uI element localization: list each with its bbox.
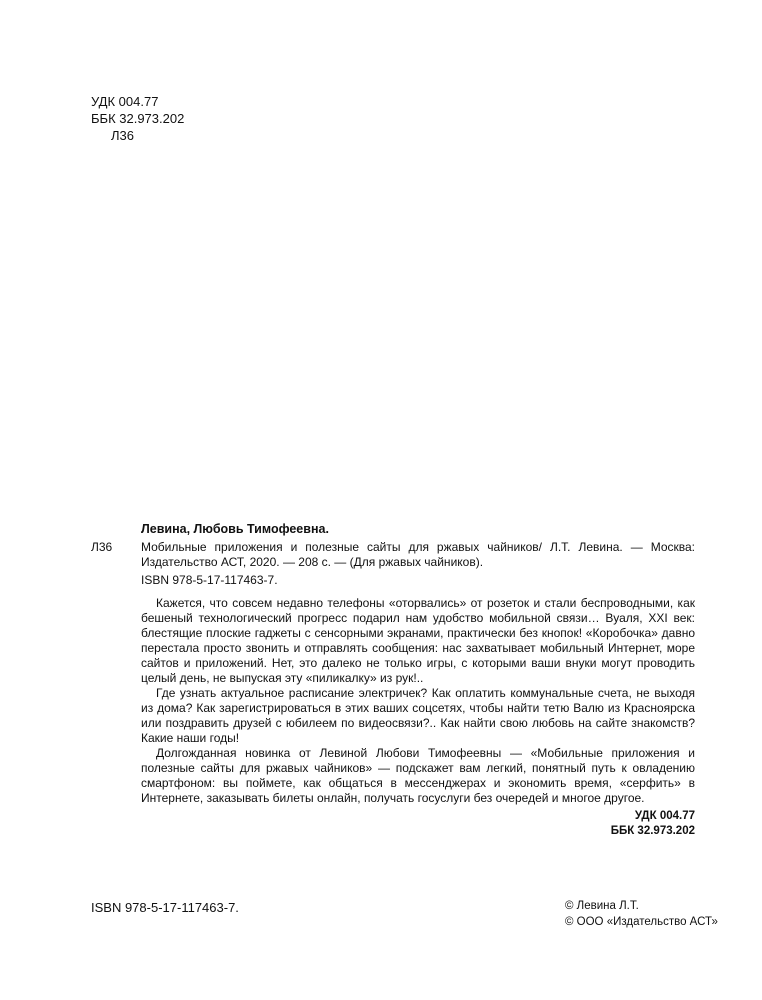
footer-isbn: ISBN 978-5-17-117463-7. (91, 900, 239, 915)
copyright-block (565, 898, 718, 930)
abstract-paragraph: Долгожданная новинка от Левиной Любови Тимофеевны — «Мобильные приложения и полезные сайты для ржавых чайников» — подскажет вам легкий, понятный путь к овладению смартфоном: вы поймете, как общаться в мессенджерах и экономить время, «серфить» в Интернете, заказывать билеты онлайн, получать госуслуги без очередей и многое другое. (141, 746, 695, 805)
card-isbn: ISBN 978-5-17-117463-7. (141, 573, 278, 587)
copyright-publisher: © ООО «Издательство АСТ» (565, 916, 718, 928)
bbk-code: ББК 32.973.202 (91, 111, 185, 126)
udk-code: УДК 004.77 (91, 94, 159, 109)
card-udk: УДК 004.77 (634, 810, 695, 822)
bibliographic-description: Мобильные приложения и полезные сайты для ржавых чайников/ Л.Т. Левина. — Москва: Издательство АСТ, 2020. — 208 с. — (Для ржавых чайников). (141, 540, 695, 569)
catalog-card (91, 522, 695, 839)
card-author: Левина, Любовь Тимофеевна. (141, 522, 329, 536)
copyright-author: © Левина Л.Т. (565, 900, 639, 912)
abstract-paragraph: Где узнать актуальное расписание электричек? Как оплатить коммунальные счета, не выходя из дома? Как зарегистрироваться в этих ваших соцсетях, чтобы найти тетю Валю из Красноярска или поздравить друзей с юбилеем по видеосвязи?.. Как найти свою любовь на сайте знакомств? Какие наши годы! (141, 686, 695, 745)
card-author-sign: Л36 (91, 540, 113, 554)
author-sign: Л36 (111, 128, 134, 143)
abstract-paragraph: Кажется, что совсем недавно телефоны «оторвались» от розеток и стали беспроводными, как бешеный технологический прогресс подарил нам удобство мобильной связи… Вуаля, XXI век: блестящие плоские гаджеты с сенсорными экранами, практически без кнопок! «Коробочка» давно перестала просто звонить и отправлять сообщения: нас захватывает мобильный Интернет, море сайтов и приложений. Нет, это далеко не только игры, с которыми ваши внуки могут проводить целый день, не выпуская эту «пиликалку» из рук!.. (141, 596, 695, 685)
card-codes (91, 809, 695, 839)
card-bbk: ББК 32.973.202 (610, 825, 695, 837)
card-entry (91, 540, 695, 570)
card-abstract (141, 596, 695, 806)
classification-codes (91, 93, 184, 144)
